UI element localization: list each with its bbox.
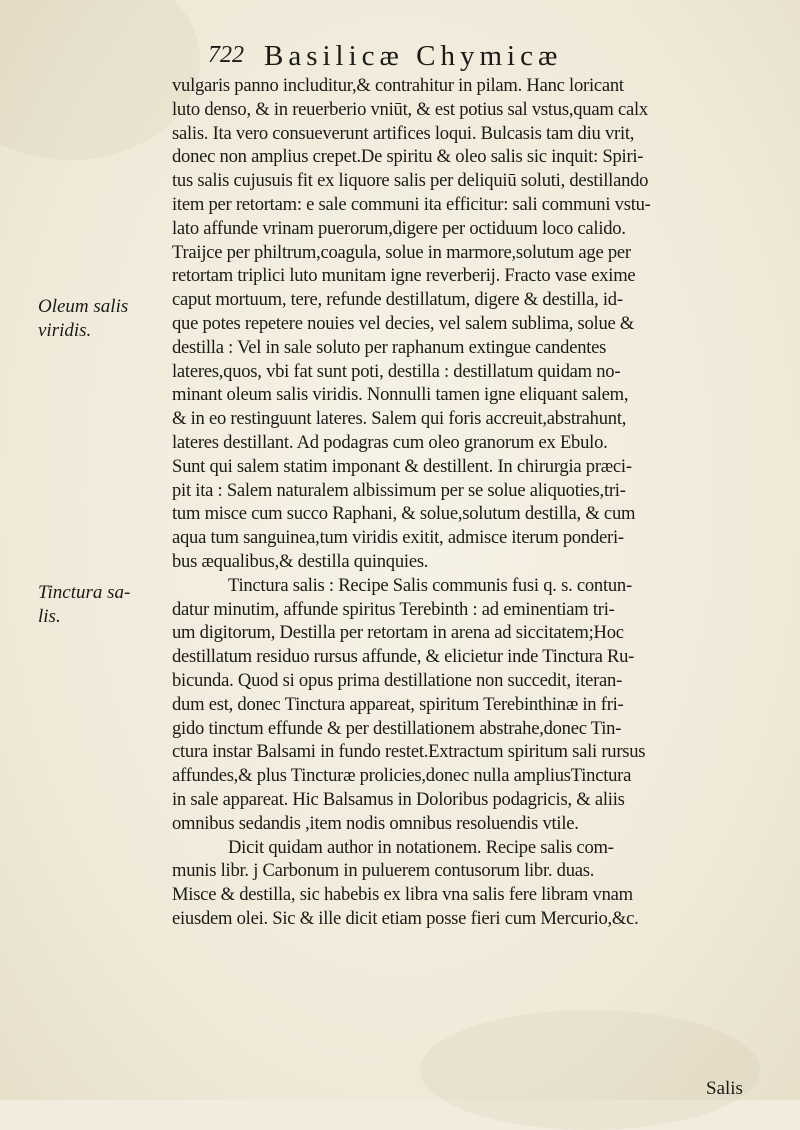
paper-stain xyxy=(420,1010,760,1130)
text-line: Traijce per philtrum,coagula, solue in marmore,solutum age per xyxy=(172,241,631,263)
text-line: bus æqualibus,& destilla quinquies. xyxy=(172,550,429,572)
text-line: pit ita : Salem naturalem albissimum per se solue aliquoties,tri- xyxy=(172,479,626,501)
text-line: aqua tum sanguinea,tum viridis exitit, admisce iterum ponderi- xyxy=(172,527,624,549)
text-line: bicunda. Quod si opus prima destillatione non succedit, iteran- xyxy=(172,669,623,691)
running-title: Basilicæ Chymicæ xyxy=(264,40,563,72)
body-text xyxy=(172,74,787,931)
marginal-note-line: lis. xyxy=(38,606,61,627)
marginal-note-tinctura-salis xyxy=(38,581,178,629)
text-line: omnibus sedandis ,item nodis omnibus resoluendis vtile. xyxy=(172,812,579,834)
text-line: que potes repetere nouies vel decies, vel salem sublima, solue & xyxy=(172,312,635,334)
text-line: item per retortam: e sale communi ita efficitur: sali communi vstu- xyxy=(172,193,651,215)
text-line: Sunt qui salem statim imponant & destillent. In chirurgia præci- xyxy=(172,455,632,477)
text-line: tum misce cum succo Raphani, & solue,solutum destilla, & cum xyxy=(172,503,636,525)
text-line: vulgaris panno includitur,& contrahitur in pilam. Hanc loricant xyxy=(172,75,624,96)
text-line: gido tinctum effunde & per destillationem abstrahe,donec Tin- xyxy=(172,717,622,739)
text-line: donec non amplius crepet.De spiritu & oleo salis sic inquit: Spiri- xyxy=(172,146,644,168)
text-line: tus salis cujusuis fit ex liquore salis per deliquiū soluti, destillando xyxy=(172,170,649,192)
marginal-note-line: Tinctura sa- xyxy=(38,582,131,603)
catchword: Salis xyxy=(706,1078,743,1099)
marginal-note-line: Oleum salis xyxy=(38,296,129,317)
text-line: lateres,quos, vbi fat sunt poti, destilla : destillatum quidam no- xyxy=(172,360,621,382)
paper-stain xyxy=(0,0,200,160)
text-line: dum est, donec Tinctura appareat, spiritum Terebinthinæ in fri- xyxy=(172,693,624,715)
text-line: & in eo restinguunt lateres. Salem qui foris accreuit,abstrahunt, xyxy=(172,408,627,430)
text-line: lato affunde vrinam puerorum,digere per octiduum loco calido. xyxy=(172,217,626,239)
text-line: in sale appareat. Hic Balsamus in Doloribus podagricis, & aliis xyxy=(172,788,625,810)
text-line: datur minutim, affunde spiritus Terebinth : ad eminentiam tri- xyxy=(172,598,615,620)
page-number: 722 xyxy=(208,42,244,68)
text-line: eiusdem olei. Sic & ille dicit etiam posse fieri cum Mercurio,&c. xyxy=(172,907,639,929)
text-line: munis libr. j Carbonum in puluerem contusorum libr. duas. xyxy=(172,860,595,882)
text-line: Dicit quidam author in notationem. Recipe salis com- xyxy=(228,836,614,858)
text-line: Tinctura salis : Recipe Salis communis fusi q. s. contun- xyxy=(228,574,632,596)
text-line: destilla : Vel in sale soluto per raphanum extingue candentes xyxy=(172,336,607,358)
marginal-note-oleum-salis xyxy=(38,295,178,343)
text-line: caput mortuum, tere, refunde destillatum, digere & destilla, id- xyxy=(172,289,623,311)
text-line: lateres destillant. Ad podagras cum oleo granorum ex Ebulo. xyxy=(172,431,608,453)
text-line: ctura instar Balsami in fundo restet.Extractum spiritum sali rursus xyxy=(172,741,646,763)
text-line: retortam triplici luto munitam igne reverberij. Fracto vase exime xyxy=(172,265,636,287)
text-line: Misce & destilla, sic habebis ex libra vna salis fere libram vnam xyxy=(172,884,633,906)
text-line: luto denso, & in reuerberio vniūt, & est potius sal vstus,quam calx xyxy=(172,98,648,120)
text-line: minant oleum salis viridis. Nonnulli tamen igne eliquant salem, xyxy=(172,384,629,406)
text-line: salis. Ita vero consueverunt artifices loqui. Bulcasis tam diu vrit, xyxy=(172,122,635,144)
marginal-note-line: viridis. xyxy=(38,320,92,341)
text-line: affundes,& plus Tincturæ prolicies,donec nulla ampliusTinctura xyxy=(172,765,632,787)
text-line: um digitorum, Destilla per retortam in arena ad siccitatem;Hoc xyxy=(172,622,624,644)
text-line: destillatum residuo rursus affunde, & elicietur inde Tinctura Ru- xyxy=(172,646,635,668)
page-header xyxy=(208,40,768,74)
